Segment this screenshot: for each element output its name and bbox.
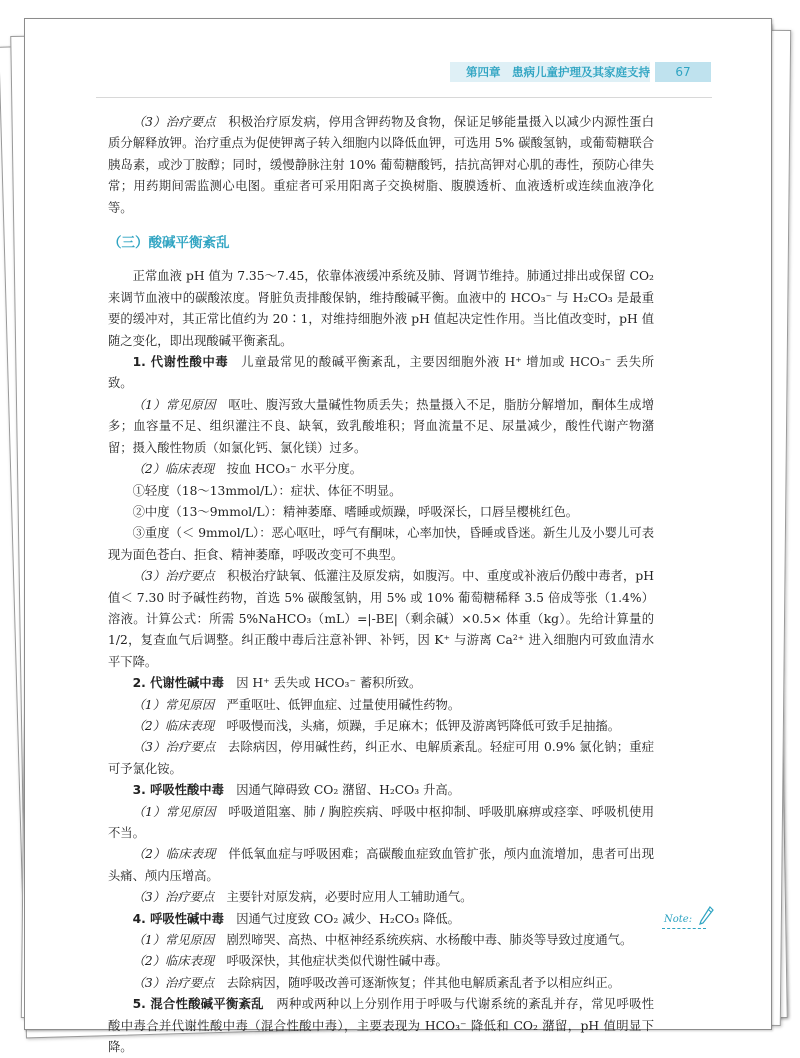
pen-icon [698, 906, 714, 928]
note-label: Note: [664, 914, 693, 925]
note-line [662, 928, 706, 929]
item-label: （3）治疗要点 [132, 740, 216, 755]
item-text: 去除病因，随呼吸改善可逐渐恢复；伴其他电解质紊乱者予以相应纠正。 [214, 975, 621, 990]
paragraph [108, 716, 654, 737]
paragraph [108, 737, 654, 780]
page-number: 67 [655, 62, 711, 82]
paragraph [108, 930, 654, 951]
subsection-title: 5. 混合性酸碱平衡紊乱 [132, 997, 264, 1012]
paragraph [108, 951, 654, 972]
item-text: 儿童最常见的酸碱平衡紊乱，主要因细胞外液 H⁺ 增加或 HCO₃⁻ 丢失所致。 [108, 355, 654, 391]
item-label: （3）治疗要点 [132, 975, 215, 990]
item-text: 呼吸深快，其他症状类似代谢性碱中毒。 [214, 954, 448, 969]
paragraph [108, 459, 654, 480]
item-text: 去除病因，停用碱性药，纠正水、电解质紊乱。轻症可用 0.9% 氯化钠；重症可予氯化铵。 [108, 740, 654, 776]
item-label: （2）临床表现 [132, 718, 215, 733]
subsection-paragraph [108, 909, 654, 930]
item-text: 呼吸慢而浅，头痛，烦躁，手足麻木；低钾及游离钙降低可致手足抽搐。 [214, 718, 621, 733]
paragraph: ②中度（13～9mmol/L）：精神萎靡、嗜睡或烦躁，呼吸深长，口唇呈樱桃红色。 [132, 504, 579, 519]
item-label: （3）治疗要点 [132, 569, 215, 584]
paragraph [108, 973, 654, 994]
subsection-title: 3. 呼吸性酸中毒 [132, 783, 224, 798]
subsection-paragraph [108, 780, 654, 801]
item-label: （2）临床表现 [132, 954, 215, 969]
item-text: 因通气过度致 CO₂ 减少、H₂CO₃ 降低。 [223, 911, 460, 926]
item-label: （1）常见原因 [132, 804, 216, 819]
paragraph [108, 566, 654, 673]
paragraph [108, 802, 654, 845]
header-divider [96, 97, 712, 98]
paragraph [108, 112, 654, 219]
section-heading: （三）酸碱平衡紊乱 [108, 235, 230, 252]
chapter-title: 第四章 患病儿童护理及其家庭支持 [466, 65, 650, 79]
item-text: 呼吸道阻塞、肺 / 胸腔疾病、呼吸中枢抑制、呼吸肌麻痹或痉挛、呼吸机使用不当。 [108, 804, 654, 840]
paragraph: ①轻度（18～13mmol/L）：症状、体征不明显。 [132, 483, 402, 498]
paragraph: 正常血液 pH 值为 7.35～7.45，依靠体液缓冲系统及肺、肾调节维持。肺通过排出或保留 CO₂ 来调节血液中的碳酸浓度。肾脏负责排酸保钠，维持酸碱平衡。血液中的 HCO₃⁻ 与 H₂CO₃ 是最重要的缓冲对，其正常比值约为 20∶1，对维持细胞外液 pH 值起决定性作用。当比值改变时，pH 值随之变化，即出现酸碱平衡紊乱。 [108, 269, 654, 348]
paragraph: ③重度（＜ 9mmol/L）：恶心呕吐，呼气有酮味，心率加快，昏睡或昏迷。新生儿及小婴儿可表现为面色苍白、拒食、精神萎靡，呼吸改变可不典型。 [108, 526, 654, 562]
item-text: 严重呕吐、低钾血症、过量使用碱性药物。 [214, 697, 461, 712]
item-label: （3）治疗要点 [132, 890, 215, 905]
subsection-paragraph [108, 994, 654, 1058]
item-text: 按血 HCO₃⁻ 水平分度。 [214, 462, 363, 477]
item-text: 因通气障碍致 CO₂ 潴留、H₂CO₃ 升高。 [223, 783, 460, 798]
page-content [108, 112, 654, 1058]
item-text: 两种或两种以上分别作用于呼吸与代谢系统的紊乱并存，常见呼吸性酸中毒合并代谢性酸中毒（混合性酸中毒），主要表现为 HCO₃⁻ 降低和 CO₂ 潴留，pH 值明显下降。 [108, 997, 654, 1055]
item-label: （2）临床表现 [132, 462, 215, 477]
item-label: （1）常见原因 [132, 933, 215, 948]
item-text: 剧烈啼哭、高热、中枢神经系统疾病、水杨酸中毒、肺炎等导致过度通气。 [214, 933, 633, 948]
item-label: （3）治疗要点 [132, 115, 216, 129]
item-text: 呕吐、腹泻致大量碱性物质丢失；热量摄入不足，脂肪分解增加，酮体生成增多；血容量不足、组织灌注不良、缺氧，致乳酸堆积；肾血流量不足、尿量减少，酸性代谢产物潴留；摄入酸性物质（如氯化钙、氯化镁）过多。 [108, 397, 654, 455]
subsection-title: 2. 代谢性碱中毒 [132, 676, 224, 691]
item-text: 伴低氧血症与呼吸困难；高碳酸血症致血管扩张，颅内血流增加，患者可出现头痛、颅内压增高。 [108, 847, 654, 883]
subsection-paragraph [108, 673, 654, 694]
paragraph [108, 887, 654, 908]
item-text: 积极治疗缺氧、低灌注及原发病，如腹泻。中、重度或补液后仍酸中毒者，pH 值＜ 7.30 时予碱性药物，首选 5% 碳酸氢钠，用 5% 或 10% 葡萄糖稀释 3.5 倍成等张（1.4%）溶液。计算公式：所需 5%NaHCO₃（mL）=|-BE|（剩余碱）×0.5× 体重（kg）。先给计算量的 1/2，复查血气后调整。纠正酸中毒后注意补钾、补钙，因 K⁺ 与游离 Ca²⁺ 进入细胞内可致血清水平下降。 [108, 569, 654, 669]
subsection-paragraph [108, 352, 654, 395]
paragraph [108, 695, 654, 716]
item-text: 因 H⁺ 丢失或 HCO₃⁻ 蓄积所致。 [223, 676, 422, 691]
item-label: （1）常见原因 [132, 397, 216, 412]
subsection-title: 1. 代谢性酸中毒 [132, 355, 229, 370]
subsection-title: 4. 呼吸性碱中毒 [132, 911, 224, 926]
item-label: （1）常见原因 [132, 697, 215, 712]
paragraph [108, 395, 654, 459]
item-text: 主要针对原发病，必要时应用人工辅助通气。 [214, 890, 473, 905]
item-text: 积极治疗原发病，停用含钾药物及食物，保证足够能量摄入以减少内源性蛋白质分解释放钾。治疗重点为促使钾离子转入细胞内以降低血钾，可选用 5% 碳酸氢钠，或葡萄糖联合胰岛素，或沙丁胺醇；同时，缓慢静脉注射 10% 葡萄糖酸钙，拮抗高钾对心肌的毒性，预防心律失常；用药期间需监测心电图。重症者可采用阳离子交换树脂、腹膜透析、血液透析或连续血液净化等。 [108, 115, 654, 215]
paragraph [108, 844, 654, 887]
item-label: （2）临床表现 [132, 847, 216, 862]
